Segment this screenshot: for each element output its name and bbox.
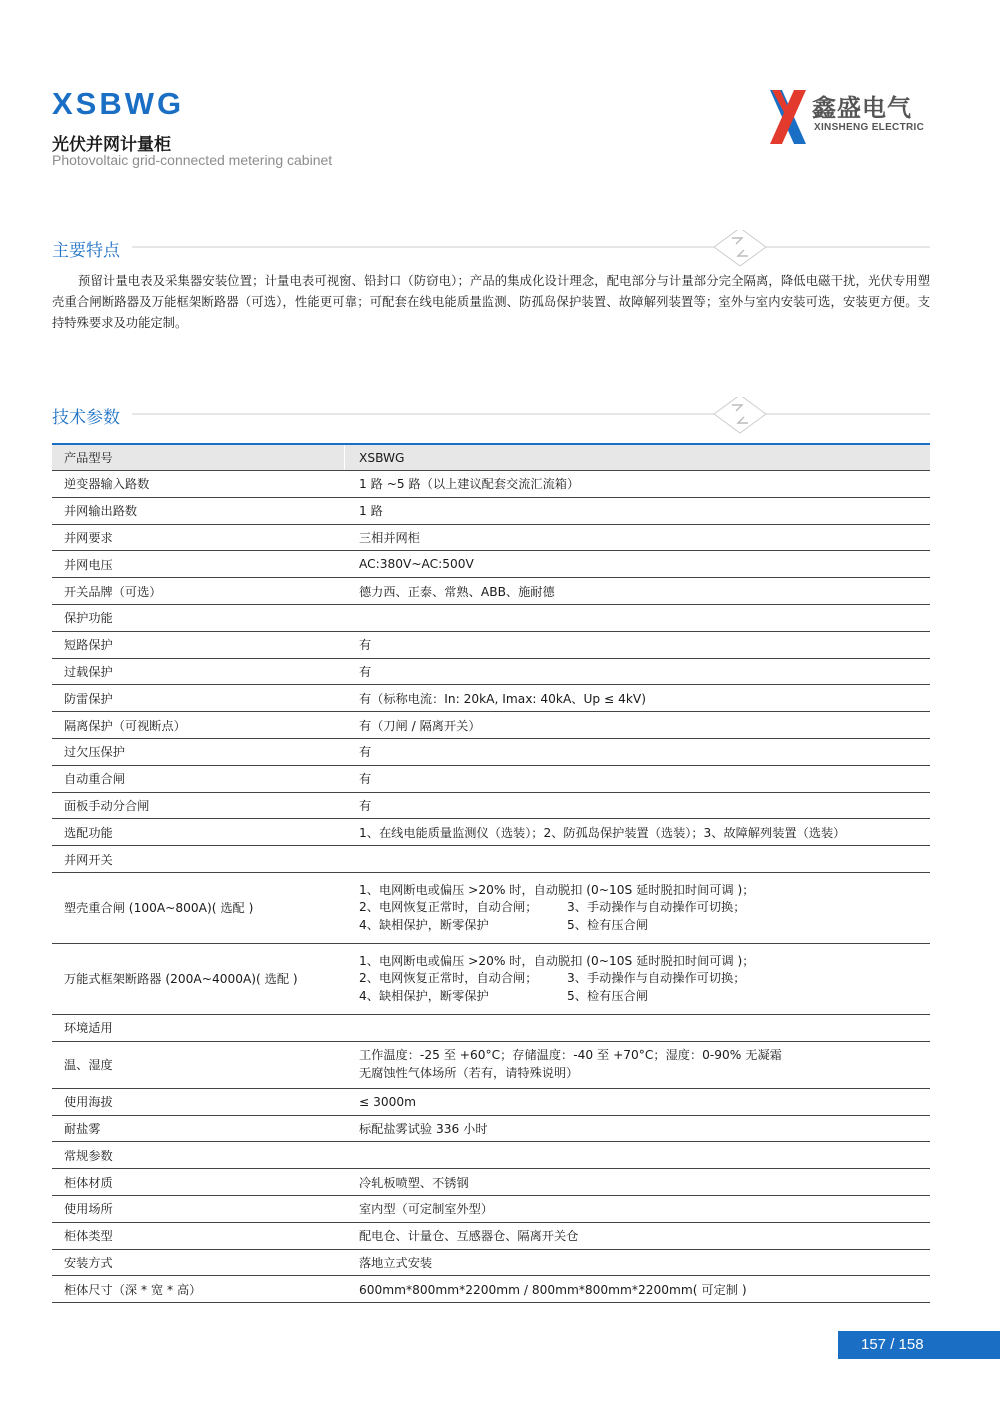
param-key: 柜体类型 bbox=[52, 1222, 345, 1249]
logo-x-icon bbox=[768, 86, 812, 150]
params-heading: 技术参数 bbox=[52, 408, 120, 428]
param-value-line: 3、手动操作与自动操作可切换； bbox=[567, 900, 746, 915]
param-value-line: 1、电网断电或偏压 >20% 时，自动脱扣 (0~10S 延时脱扣时间可调 )； bbox=[359, 953, 755, 968]
table-row bbox=[52, 658, 930, 685]
param-value bbox=[345, 604, 931, 631]
section-divider-icon bbox=[52, 397, 930, 437]
page-number-badge bbox=[838, 1331, 1000, 1359]
param-value: 德力西、正泰、常熟、ABB、施耐德 bbox=[345, 578, 931, 605]
table-row bbox=[52, 765, 930, 792]
features-text: 预留计量电表及采集器安装位置；计量电表可视窗、铅封口（防窃电）；产品的集成化设计理念，配电部分与计量部分完全隔离，降低电磁干扰，光伏专用塑壳重合闸断路器及万能框架断路器（可选），性能更可靠；可配套在线电能质量监测、防孤岛保护装置、故障解列装置等；室外与室内安装可选，安装更方便。支持特殊要求及功能定制。 bbox=[52, 274, 930, 330]
params-table bbox=[52, 443, 930, 1303]
table-row bbox=[52, 1249, 930, 1276]
param-key: 面板手动分合闸 bbox=[52, 792, 345, 819]
param-key: 选配功能 bbox=[52, 819, 345, 846]
table-row bbox=[52, 1088, 930, 1115]
param-value-line: 4、缺相保护，断零保护 bbox=[359, 917, 489, 932]
table-row bbox=[52, 846, 930, 873]
param-key: 万能式框架断路器 (200A~4000A)( 选配 ) bbox=[52, 943, 345, 1014]
param-value: 有（标称电流：In: 20kA, Imax: 40kA、Up ≤ 4kV) bbox=[345, 685, 931, 712]
param-value: 1 路 ~5 路（以上建议配套交流汇流箱） bbox=[345, 471, 931, 498]
table-row bbox=[52, 551, 930, 578]
param-value: 冷轧板喷塑、不锈钢 bbox=[345, 1169, 931, 1196]
features-section-header bbox=[52, 230, 930, 270]
param-value: 落地立式安装 bbox=[345, 1249, 931, 1276]
param-value: 有 bbox=[345, 631, 931, 658]
param-key: 使用场所 bbox=[52, 1195, 345, 1222]
table-row bbox=[52, 524, 930, 551]
section-divider-icon bbox=[52, 230, 930, 270]
logo-company-name-en: XINSHENG ELECTRIC bbox=[814, 122, 925, 133]
param-value bbox=[345, 1142, 931, 1169]
param-key: 短路保护 bbox=[52, 631, 345, 658]
table-row bbox=[52, 738, 930, 765]
features-heading: 主要特点 bbox=[52, 241, 120, 261]
param-key: 使用海拔 bbox=[52, 1088, 345, 1115]
param-value: 有 bbox=[345, 658, 931, 685]
param-value: ≤ 3000m bbox=[345, 1088, 931, 1115]
param-value bbox=[345, 1041, 931, 1088]
param-key: 保护功能 bbox=[52, 604, 345, 631]
param-key: 开关品牌（可选） bbox=[52, 578, 345, 605]
param-key: 并网开关 bbox=[52, 846, 345, 873]
param-value bbox=[345, 1014, 931, 1041]
param-value: 有（刀闸 / 隔离开关） bbox=[345, 712, 931, 739]
param-value: XSBWG bbox=[345, 444, 931, 471]
param-value: 有 bbox=[345, 792, 931, 819]
param-key: 过欠压保护 bbox=[52, 738, 345, 765]
param-value-line: 1、电网断电或偏压 >20% 时，自动脱扣 (0~10S 延时脱扣时间可调 )； bbox=[359, 882, 755, 897]
param-value-line: 5、检有压合闸 bbox=[567, 988, 648, 1003]
table-row bbox=[52, 631, 930, 658]
param-value: 配电仓、计量仓、互感器仓、隔离开关仓 bbox=[345, 1222, 931, 1249]
param-key: 温、湿度 bbox=[52, 1041, 345, 1088]
param-key: 过载保护 bbox=[52, 658, 345, 685]
param-key: 塑壳重合闸 (100A~800A)( 选配 ) bbox=[52, 872, 345, 943]
param-key: 防雷保护 bbox=[52, 685, 345, 712]
param-value: 1、在线电能质量监测仪（选装）；2、防孤岛保护装置（选装）；3、故障解列装置（选装） bbox=[345, 819, 931, 846]
param-key: 逆变器输入路数 bbox=[52, 471, 345, 498]
table-row bbox=[52, 1041, 930, 1088]
table-row bbox=[52, 444, 930, 471]
param-key: 隔离保护（可视断点） bbox=[52, 712, 345, 739]
param-value: 室内型（可定制室外型） bbox=[345, 1195, 931, 1222]
logo-company-name: 鑫盛电气 bbox=[812, 94, 912, 122]
table-row bbox=[52, 604, 930, 631]
param-value: 三相并网柜 bbox=[345, 524, 931, 551]
param-value-line: 工作温度：-25 至 +60°C；存储温度：-40 至 +70°C；湿度：0-90% 无凝霜 bbox=[359, 1048, 782, 1063]
table-row bbox=[52, 872, 930, 943]
param-value bbox=[345, 846, 931, 873]
table-row bbox=[52, 1195, 930, 1222]
param-key: 常规参数 bbox=[52, 1142, 345, 1169]
param-value bbox=[345, 943, 931, 1014]
param-key: 安装方式 bbox=[52, 1249, 345, 1276]
param-key: 柜体材质 bbox=[52, 1169, 345, 1196]
param-key: 自动重合闸 bbox=[52, 765, 345, 792]
params-section-header bbox=[52, 397, 930, 437]
table-row bbox=[52, 1014, 930, 1041]
table-row bbox=[52, 578, 930, 605]
param-key: 并网输出路数 bbox=[52, 497, 345, 524]
param-key: 并网要求 bbox=[52, 524, 345, 551]
param-value-line: 5、检有压合闸 bbox=[567, 917, 648, 932]
param-key: 产品型号 bbox=[52, 444, 345, 471]
param-key: 耐盐雾 bbox=[52, 1115, 345, 1142]
param-value-line: 4、缺相保护，断零保护 bbox=[359, 988, 489, 1003]
param-value-line: 2、电网恢复正常时，自动合闸； bbox=[359, 900, 538, 915]
param-value: AC:380V~AC:500V bbox=[345, 551, 931, 578]
param-value-line: 3、手动操作与自动操作可切换； bbox=[567, 971, 746, 986]
table-row bbox=[52, 792, 930, 819]
table-row bbox=[52, 1142, 930, 1169]
param-value: 1 路 bbox=[345, 497, 931, 524]
param-value: 600mm*800mm*2200mm / 800mm*800mm*2200mm( 可定制 ) bbox=[345, 1276, 931, 1303]
param-key: 环境适用 bbox=[52, 1014, 345, 1041]
param-value: 有 bbox=[345, 765, 931, 792]
table-row bbox=[52, 685, 930, 712]
param-value bbox=[345, 872, 931, 943]
table-row bbox=[52, 1276, 930, 1303]
table-row bbox=[52, 1169, 930, 1196]
param-value: 有 bbox=[345, 738, 931, 765]
table-row bbox=[52, 712, 930, 739]
param-value-line: 2、电网恢复正常时，自动合闸； bbox=[359, 971, 538, 986]
table-row bbox=[52, 1222, 930, 1249]
brand-title: XSBWG bbox=[52, 86, 185, 121]
table-row bbox=[52, 471, 930, 498]
table-row bbox=[52, 819, 930, 846]
param-key: 并网电压 bbox=[52, 551, 345, 578]
table-row bbox=[52, 1115, 930, 1142]
product-title-zh: 光伏并网计量柜 bbox=[52, 135, 171, 155]
param-value: 标配盐雾试验 336 小时 bbox=[345, 1115, 931, 1142]
param-value-line: 无腐蚀性气体场所（若有，请特殊说明） bbox=[359, 1065, 579, 1080]
page-number: 157 / 158 bbox=[861, 1336, 924, 1353]
param-key: 柜体尺寸（深 * 宽 * 高） bbox=[52, 1276, 345, 1303]
table-row bbox=[52, 943, 930, 1014]
company-logo bbox=[768, 86, 938, 150]
product-title-en: Photovoltaic grid-connected metering cabinet bbox=[52, 152, 333, 168]
table-row bbox=[52, 497, 930, 524]
